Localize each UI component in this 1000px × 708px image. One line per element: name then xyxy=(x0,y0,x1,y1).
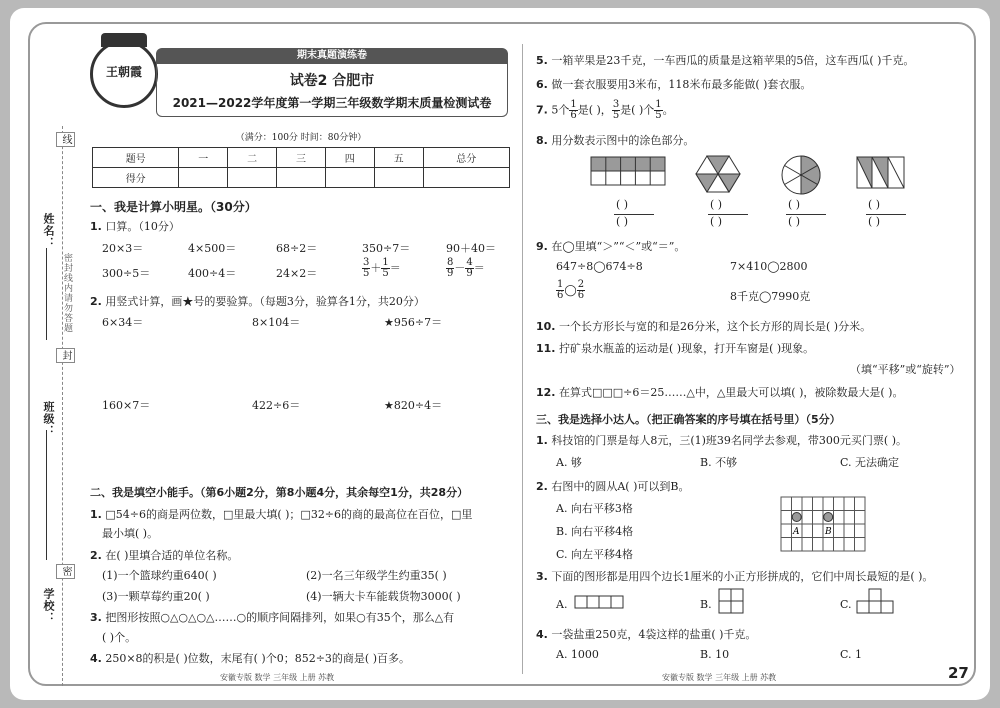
fraction: $\frac{4}{9}$ xyxy=(466,257,473,279)
s3-q1-opt[interactable]: C. 无法确定 xyxy=(840,456,900,469)
s3-q1-opt[interactable]: B. 不够 xyxy=(700,456,738,469)
calc-item: 400÷4＝ xyxy=(188,267,237,280)
s3-q4-opt[interactable]: A. 1000 xyxy=(556,648,599,661)
center-divider xyxy=(522,44,523,674)
exam-subtitle: 2021—2022学年度第一学期三年级数学期末质量检测试卷 xyxy=(172,96,492,110)
s3-q3-opt[interactable]: B. xyxy=(700,598,712,611)
s1-q2 xyxy=(90,293,425,309)
vertical-calc: 8×104＝ xyxy=(252,316,301,329)
s2-q1: 1. □54÷6的商是两位数，□里最大填( )；□32÷6的商的最高位在百位，□里 xyxy=(90,508,473,521)
calc-item: 24×2＝ xyxy=(276,267,318,280)
score-header: 二 xyxy=(228,148,277,168)
vertical-calc: 6×34＝ xyxy=(102,316,144,329)
s2-q11-hint: （填“平移”或“旋转”） xyxy=(850,363,961,376)
class-label: 班级： xyxy=(42,401,55,437)
s2-q1-line2: 最小填( )。 xyxy=(102,527,159,540)
vertical-calc: ★956÷7＝ xyxy=(384,316,443,329)
binding-line xyxy=(62,126,63,686)
calc-item: 350÷7＝ xyxy=(362,242,411,255)
score-header: 总分 xyxy=(423,148,509,168)
section1-title: 一、我是计算小明星。（30分） xyxy=(90,200,257,214)
circle-b xyxy=(824,513,833,522)
score-table xyxy=(92,147,510,188)
score-cell[interactable] xyxy=(374,168,423,188)
s2-q8: 8. 用分数表示图中的涂色部分。 xyxy=(536,134,695,147)
q8-figure-hexagon xyxy=(695,154,741,194)
s3-q4-opt[interactable]: C. 1 xyxy=(840,648,863,661)
s2-q2-b: (2)一名三年级学生约重35( ) xyxy=(306,569,447,582)
q-number: 1. xyxy=(90,220,102,233)
score-cell[interactable] xyxy=(423,168,509,188)
banner: 期末真题演练卷 xyxy=(156,48,508,64)
exam-page xyxy=(10,8,990,700)
exam-meta: （满分：100分 时间：80分钟） xyxy=(235,133,367,143)
s2-q2-c: (3)一颗草莓约重20( ) xyxy=(102,590,210,603)
s3-q2-opt[interactable]: B. 向右平移4格 xyxy=(556,525,634,538)
exam-title: 试卷2 合肥市 xyxy=(289,73,375,89)
s2-q9-a: 647÷8◯674÷8 xyxy=(556,260,643,273)
s2-q2-d: (4)一辆大卡车能载货物3000( ) xyxy=(306,590,461,603)
footer-left: 安徽专版 数学 三年级 上册 苏教 xyxy=(220,673,335,682)
label-b: B xyxy=(825,527,832,537)
s3-q3-opt[interactable]: A. xyxy=(556,598,568,611)
q8-figure-circle xyxy=(780,154,822,196)
name-line xyxy=(46,248,47,340)
s2-q9: 9. 在◯里填“＞”“＜”或“＝”。 xyxy=(536,240,686,253)
fraction: $\frac{1}{5}$ xyxy=(382,257,389,279)
footer-right: 安徽专版 数学 三年级 上册 苏教 xyxy=(662,673,777,682)
section3-title: 三、我是选择小达人。（把正确答案的序号填在括号里）（5分） xyxy=(536,413,841,426)
score-header: 五 xyxy=(374,148,423,168)
school-label: 学校： xyxy=(42,588,55,624)
fraction: $\frac{8}{9}$ xyxy=(447,257,454,279)
s2-q9-b: 7×410◯2800 xyxy=(730,260,808,273)
answer-blank[interactable]: ( ) xyxy=(710,198,723,211)
seal-note: 密封线内请勿答题 xyxy=(62,253,72,333)
calc-fraction-item: $\frac{3}{5}$ ＋ $\frac{1}{5}$ ＝ xyxy=(363,257,401,279)
q2-grid-figure xyxy=(780,496,866,552)
s3-q2-opt[interactable]: A. 向右平移3格 xyxy=(556,502,633,515)
page-number: 27 xyxy=(948,664,969,682)
seal-feng: 封 xyxy=(56,348,75,363)
answer-blank[interactable]: ( ) xyxy=(788,198,801,211)
shape-b-icon xyxy=(718,588,746,616)
logo-text: 王朝霞 xyxy=(105,65,142,79)
score-cell[interactable] xyxy=(325,168,374,188)
s2-q7: 7. 5个 $\frac{1}{6}$ 是( )， $\frac{3}{5}$ 是( )个 $\frac{1}{5}$ 。 xyxy=(536,99,674,121)
q-text: 口算。（10分） xyxy=(105,220,180,233)
s2-q12: 12. 在算式□□□÷6＝25……△中，△里最大可以填( )，被除数最大是( )。 xyxy=(536,386,904,399)
score-cell[interactable] xyxy=(277,168,326,188)
s3-q3-opt[interactable]: C. xyxy=(840,598,852,611)
q8-figure-parallelogram xyxy=(856,156,906,190)
calc-item: 68÷2＝ xyxy=(276,242,318,255)
calc-item: 4×500＝ xyxy=(188,242,237,255)
s3-q4: 4. 一袋盐重250克，4袋这样的盐重( )千克。 xyxy=(536,628,757,641)
answer-blank[interactable]: ( ) xyxy=(868,198,881,211)
score-header: 四 xyxy=(325,148,374,168)
answer-blank[interactable]: ( ) xyxy=(616,215,629,228)
s2-q2-a: (1)一个篮球约重640( ) xyxy=(102,569,217,582)
q-text: 用竖式计算，画★号的要验算。（每题3分，验算各1分，共20分） xyxy=(105,295,425,308)
shape-a-icon xyxy=(574,595,626,609)
s3-q4-opt[interactable]: B. 10 xyxy=(700,648,730,661)
score-header: 一 xyxy=(179,148,228,168)
q-number: 2. xyxy=(90,295,102,308)
s2-q9-d: 8千克◯7990克 xyxy=(730,290,811,303)
shape-c-icon xyxy=(856,588,896,616)
fraction: $\frac{1}{6}$ xyxy=(570,99,577,121)
logo xyxy=(90,40,158,108)
s3-q2: 2. 右图中的圆从A( )可以到B。 xyxy=(536,480,690,493)
fraction: $\frac{1}{5}$ xyxy=(655,99,662,121)
s2-q5: 5. 一箱苹果是23千克，一车西瓜的质量是这箱苹果的5倍，这车西瓜( )千克。 xyxy=(536,54,915,67)
score-cell[interactable] xyxy=(228,168,277,188)
name-label: 姓名： xyxy=(42,213,55,249)
s2-q3: 3. 把图形按照○△○△○△……○的顺序间隔排列，如果○有35个，那么△有 xyxy=(90,611,455,624)
answer-blank[interactable]: ( ) xyxy=(710,215,723,228)
s2-q10: 10. 一个长方形长与宽的和是26分米，这个长方形的周长是( )分米。 xyxy=(536,320,872,333)
s2-q4: 4. 250×8的积是( )位数，末尾有( )个0；852÷3的商是( )百多。 xyxy=(90,652,411,665)
s2-q6: 6. 做一套衣服要用3米布，118米布最多能做( )套衣服。 xyxy=(536,78,812,91)
answer-blank[interactable]: ( ) xyxy=(868,215,881,228)
label-a: A xyxy=(793,527,800,537)
fraction: $\frac{1}{6}$ xyxy=(557,279,564,301)
fraction: $\frac{2}{6}$ xyxy=(577,279,585,301)
calc-fraction-item: $\frac{8}{9}$ － $\frac{4}{9}$ ＝ xyxy=(447,257,485,279)
calc-item: 300÷5＝ xyxy=(102,267,151,280)
score-row xyxy=(93,168,510,188)
score-header: 三 xyxy=(277,148,326,168)
seal-xian: 线 xyxy=(56,132,75,147)
q8-figure-rect-grid xyxy=(590,156,666,188)
score-header-row xyxy=(93,148,510,168)
s3-q1-opt[interactable]: A. 够 xyxy=(556,456,582,469)
s2-q2: 2. 在( )里填合适的单位名称。 xyxy=(90,549,239,562)
s3-q3: 3. 下面的图形都是用四个边长1厘米的小正方形拼成的，它们中周长最短的是( )。 xyxy=(536,570,934,583)
section2-title: 二、我是填空小能手。（第6小题2分，第8小题4分，其余每空1分，共28分） xyxy=(90,486,469,499)
page-frame xyxy=(28,22,976,686)
score-row-label: 得分 xyxy=(93,168,179,188)
s2-q3-line2: ( )个。 xyxy=(102,631,137,644)
calc-item: 90＋40＝ xyxy=(446,242,496,255)
fraction: $\frac{3}{5}$ xyxy=(363,257,370,279)
s3-q2-opt[interactable]: C. 向左平移4格 xyxy=(556,548,634,561)
class-line xyxy=(46,430,47,560)
calc-item: 20×3＝ xyxy=(102,242,144,255)
answer-blank[interactable]: ( ) xyxy=(788,215,801,228)
s3-q1: 1. 科技馆的门票是每人8元，三(1)班39名同学去参观，带300元买门票( )。 xyxy=(536,434,907,447)
answer-blank[interactable]: ( ) xyxy=(616,198,629,211)
s2-q11: 11. 拧矿泉水瓶盖的运动是( )现象，打开车窗是( )现象。 xyxy=(536,342,815,355)
vertical-calc: ★820÷4＝ xyxy=(384,399,443,412)
s2-q9-c: $\frac{1}{6}$ ◯ $\frac{2}{6}$ xyxy=(557,279,585,301)
seal-mi: 密 xyxy=(56,564,75,579)
score-header: 题号 xyxy=(93,148,179,168)
vertical-calc: 160×7＝ xyxy=(102,399,151,412)
s1-q1 xyxy=(90,218,180,234)
circle-a xyxy=(792,513,801,522)
score-cell[interactable] xyxy=(179,168,228,188)
vertical-calc: 422÷6＝ xyxy=(252,399,301,412)
fraction: $\frac{3}{5}$ xyxy=(612,99,620,121)
